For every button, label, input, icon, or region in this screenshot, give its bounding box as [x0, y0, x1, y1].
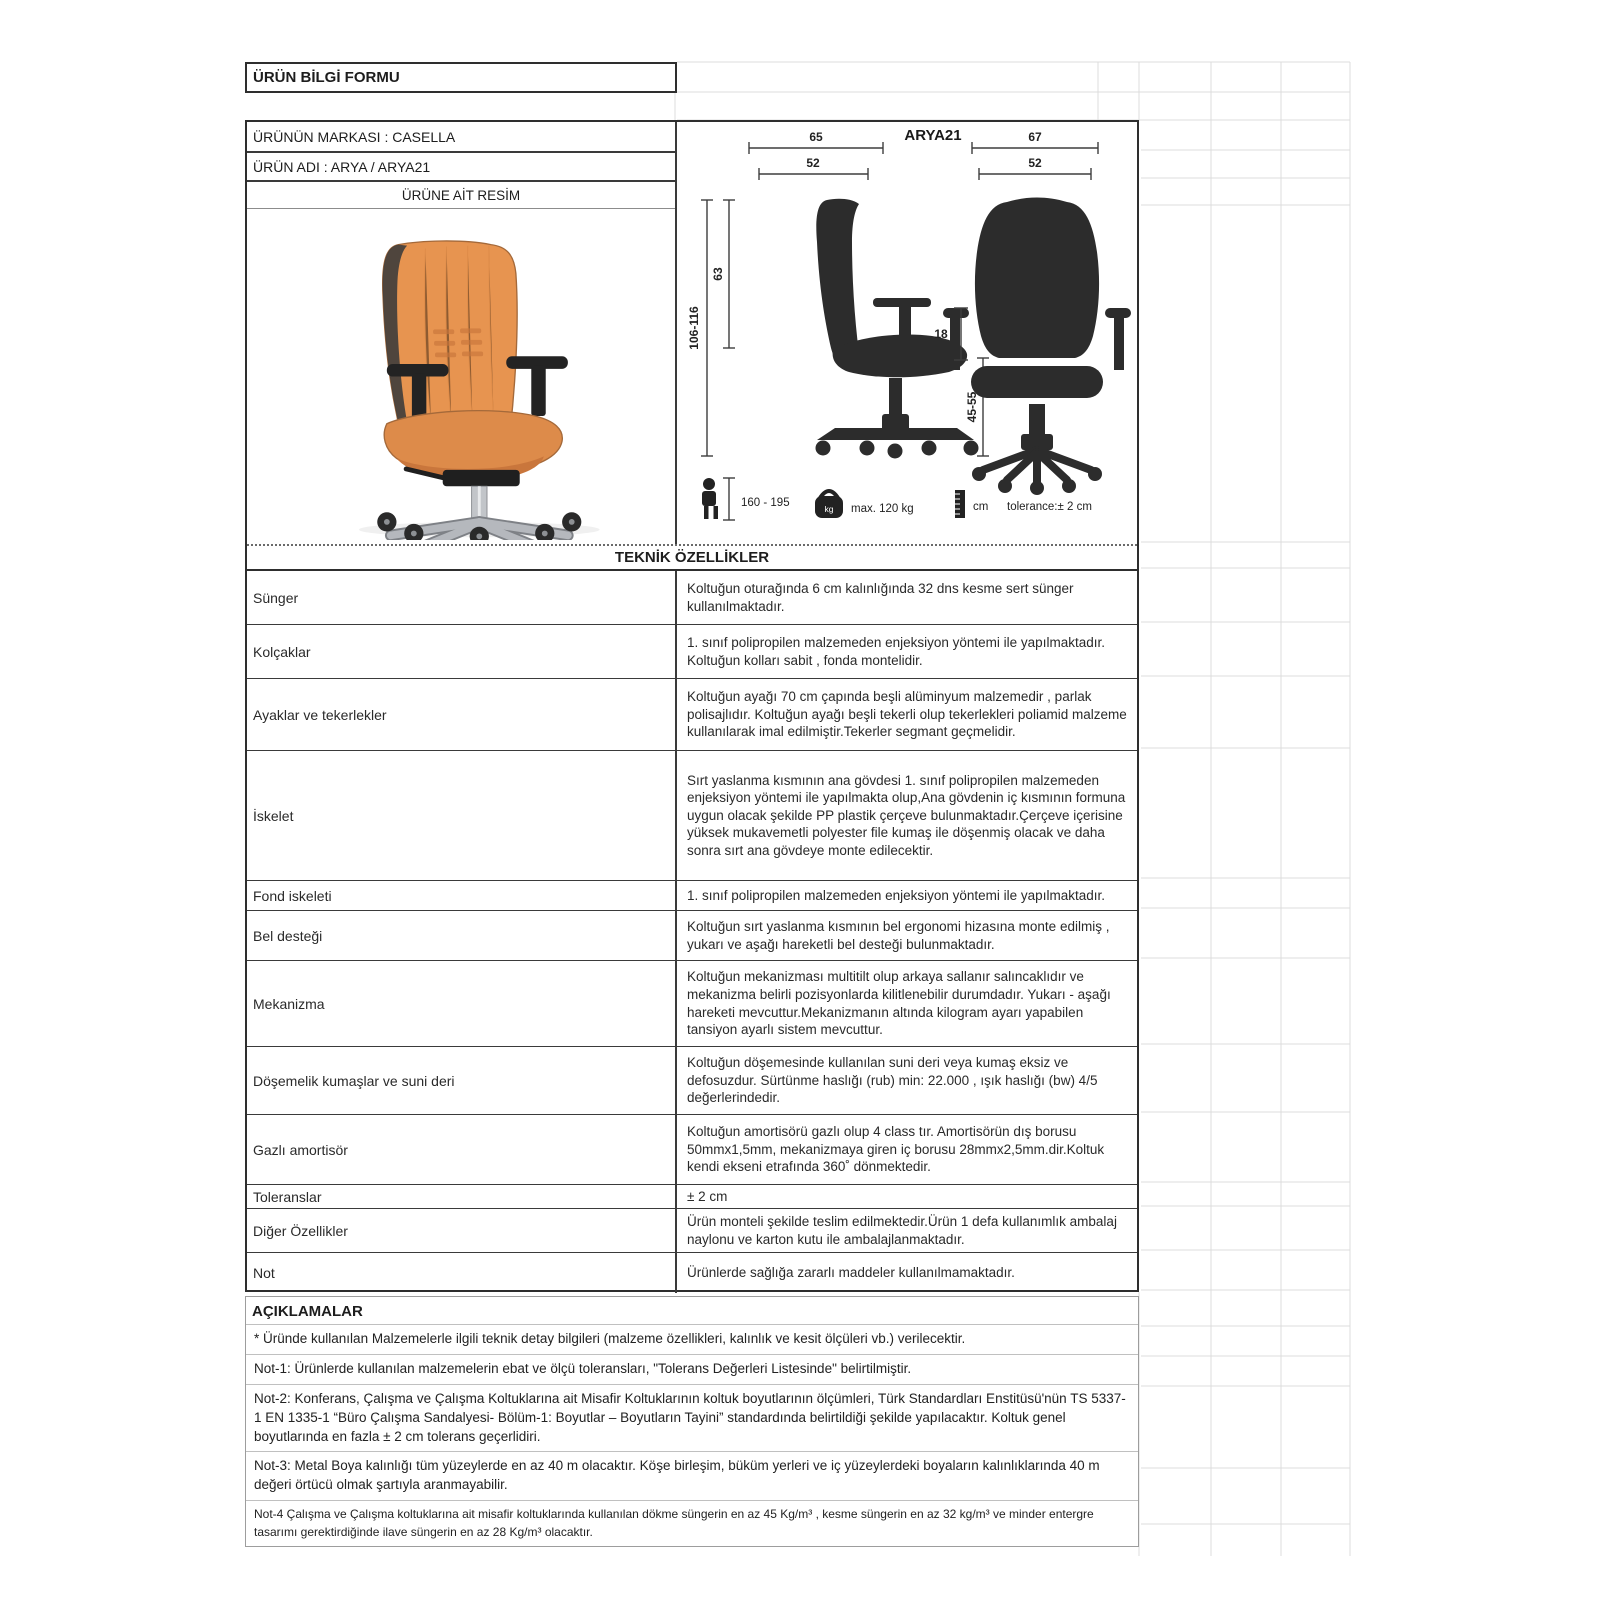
spec-row-bel-destegi [247, 911, 1137, 961]
spec-row-ayaklar [247, 679, 1137, 751]
front-top-width-dim: 67 [1028, 130, 1042, 144]
spec-row-toleranslar [247, 1185, 1137, 1209]
spec-value: Koltuğun döşemesinde kullanılan suni deri veya kumaş eksiz ve defosuzdur. Sürtünme haslığı (rub) min: 22.000 , ışık haslığı (bw) 4/5 değerlerindedir. [687, 1055, 1098, 1106]
note-item: Not-4 Çalışma ve Çalışma koltuklarına ait misafir koltuklarında kullanılan dökme süngerin en az 45 Kg/m³ , kesme süngerin en az 32 kg/m³ ve minder entergre tasarımı gerektirdiğinde ilave süngerin en az 28 Kg/m³ olacaktır. [254, 1507, 1094, 1539]
person-icon [702, 478, 718, 519]
spec-label: Not [247, 1253, 677, 1293]
spec-row-sunger [247, 571, 1137, 625]
notes-header: AÇIKLAMALAR [246, 1297, 1138, 1325]
tech-specs-header: TEKNİK ÖZELLİKLER [247, 544, 1137, 571]
ruler-icon [955, 490, 965, 518]
spec-label: Mekanizma [247, 961, 677, 1046]
spec-value: ± 2 cm [687, 1188, 728, 1204]
diagram-title: ARYA21 [904, 127, 962, 144]
product-photo [247, 209, 675, 544]
spec-value: 1. sınıf polipropilen malzemeden enjeksiyon yöntemi ile yapılmaktadır. Koltuğun kolları sabit , fonda montelidir. [687, 634, 1105, 668]
note-item: Not-2: Konferans, Çalışma ve Çalışma Koltuklarına ait Misafir Koltuklarının koltuk boyutlarının ölçümleri, Türk Standardları Enstitüsü'nün TS 5337-1 EN 1335-1 “Büro Çalışma Sandalyesi- Bölüm-1: Boyutlar – Boyutların Tayini” standardında belirtildiği şekilde yapılacaktır. Koltuk genel boyutlarında en fazla ± 2 cm tolerans geçerlidiri. [246, 1385, 1138, 1453]
spec-label: Döşemelik kumaşlar ve suni deri [247, 1047, 677, 1114]
spec-value: Ürünlerde sağlığa zararlı maddeler kullanılmamaktadır. [687, 1265, 1015, 1281]
note-item: Not-3: Metal Boya kalınlığı tüm yüzeylerde en az 40 m olacaktır. Köşe birleşim, büküm yerleri ve iç yüzeylerdeki boyaların kalınlıklarında 40 m değeri örtücü olmak şartıyla aranmayabilir. [246, 1452, 1138, 1501]
spec-value: Koltuğun oturağında 6 cm kalınlığında 32 dns kesme sert sünger kullanılmaktadır. [687, 580, 1074, 614]
dimension-diagram [677, 122, 1137, 544]
spec-label: Bel desteği [247, 911, 677, 960]
front-armrest-height-dim: 18 [934, 327, 948, 341]
spec-row-dosemelik [247, 1047, 1137, 1115]
form-title-cell [245, 62, 677, 93]
spec-row-diger-ozellikler [247, 1209, 1137, 1253]
front-seat-width-dim: 52 [1028, 156, 1042, 170]
spec-label: Gazlı amortisör [247, 1115, 677, 1184]
spec-value: Koltuğun ayağı 70 cm çapında beşli alüminyum malzemedir , parlak polisajlıdır. Koltuğun ayağı beşli tekerli olup tekerlekleri poliamid malzeme kullanılarak imal edilmiştir.Tekerler segmant geçmelidir. [687, 689, 1127, 740]
spec-label: Fond iskeleti [247, 881, 677, 910]
note-item: * Üründe kullanılan Malzemelerle ilgili teknik detay bilgileri (malzeme özellikleri, kalınlık ve kesit ölçüleri vb.) verilecektir. [246, 1325, 1138, 1355]
product-top-block [247, 122, 1137, 544]
product-name-cell: ÜRÜN ADI : ARYA / ARYA21 [247, 153, 675, 182]
weight-icon-label: kg [824, 504, 834, 514]
spec-row-gazli-amortisor [247, 1115, 1137, 1185]
spec-row-iskelet [247, 751, 1137, 881]
side-total-height-dim: 106-116 [687, 306, 701, 350]
spec-value: Koltuğun mekanizması multitilt olup arkaya sallanır salıncaklıdır ve mekanizma belirli pozisyonlarda kilitlenebilir durumdadır. Yukarı - aşağı hareketi mevcuttur.Mekanizmanın altında kilogram ayarı yapabilen tansiyon ayarlı sistem mevcuttur. [687, 969, 1111, 1038]
side-top-width-dim: 65 [809, 130, 823, 144]
dimension-diagram-svg [677, 122, 1135, 542]
note-item: Not-1: Ürünlerde kullanılan malzemelerin ebat ve ölçü toleransları, "Tolerans Değerleri Listesinde" belirtilmiştir. [246, 1355, 1138, 1385]
max-weight-label: max. 120 kg [851, 503, 914, 515]
spec-value: Koltuğun amortisörü gazlı olup 4 class tır. Amortisörün dış borusu 50mmx1,5mm, mekanizmaya giren iç borusu 28mmx2,5mm.dir.Koltuk kendi ekseni etrafında 360˚ dönmektedir. [687, 1124, 1105, 1175]
side-back-height-dim: 63 [711, 267, 725, 281]
notes-section [245, 1296, 1139, 1547]
image-caption-cell: ÜRÜNE AİT RESİM [247, 182, 675, 209]
spec-label: İskelet [247, 751, 677, 880]
spec-value: Ürün monteli şekilde teslim edilmektedir.Ürün 1 defa kullanımlık ambalaj naylonu ve karton kutu ile ambalajlanmaktadır. [687, 1213, 1117, 1247]
spec-value: Sırt yaslanma kısmının ana gövdesi 1. sınıf polipropilen malzemeden enjeksiyon yöntemi ile yapılmakta olup,Ana gövdenin iç kısmının formuna uygun olacak şekilde PP plastik çerçeve bulunmaktadır.Çerçeve içerisine yüksek mukavemetli polyester file kumaş ile döşenmiş olacak ve daha sonra sırt ana gövdeye monte edilecektir. [687, 772, 1126, 858]
product-left-column [247, 122, 677, 544]
spec-row-not [247, 1253, 1137, 1293]
spec-label: Kolçaklar [247, 625, 677, 678]
main-table [245, 120, 1139, 1292]
brand-cell: ÜRÜNÜN MARKASI : CASELLA [247, 122, 675, 153]
spec-label: Toleranslar [247, 1185, 677, 1208]
spec-row-fond-iskeleti [247, 881, 1137, 911]
spec-label: Sünger [247, 571, 677, 624]
ruler-unit-label: cm [973, 501, 989, 513]
tolerance-label: tolerance:± 2 cm [1007, 501, 1092, 513]
side-seat-width-dim: 52 [806, 156, 820, 170]
spec-value: Koltuğun sırt yaslanma kısmının bel ergonomi hizasına monte edilmiş , yukarı ve aşağı hareketli bel desteği bulunmaktadır. [687, 918, 1110, 952]
spec-label: Ayaklar ve tekerlekler [247, 679, 677, 750]
spec-row-mekanizma [247, 961, 1137, 1047]
spec-label: Diğer Özellikler [247, 1209, 677, 1252]
person-height-range: 160 - 195 [741, 497, 790, 509]
spec-row-kolcaklar [247, 625, 1137, 679]
form-title: ÜRÜN BİLGİ FORMU [253, 69, 400, 86]
side-seat-height-dim: 45-55 [965, 391, 979, 423]
spec-value: 1. sınıf polipropilen malzemeden enjeksiyon yöntemi ile yapılmaktadır. [687, 887, 1105, 903]
chair-photo-illustration [254, 214, 668, 540]
